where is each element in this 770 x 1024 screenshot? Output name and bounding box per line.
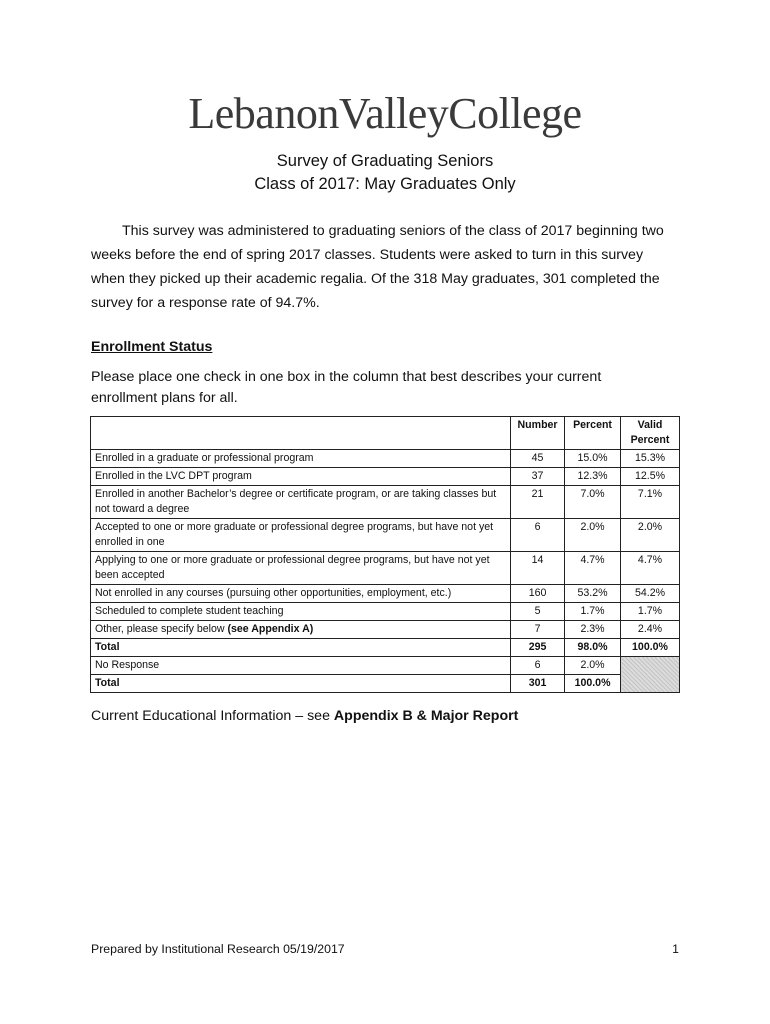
row-number: 301	[511, 675, 565, 693]
row-label: Enrolled in a graduate or professional program	[91, 450, 511, 468]
row-percent: 7.0%	[565, 486, 621, 519]
instructions-text: Please place one check in one box in the column that best describes your current enrollment plans for all.	[91, 369, 602, 406]
row-valid-percent: 12.5%	[621, 468, 680, 486]
row-percent: 2.3%	[565, 621, 621, 639]
educational-info-line	[91, 708, 518, 724]
row-percent: 4.7%	[565, 552, 621, 585]
row-label: Total	[91, 675, 511, 693]
table-subtotal-row	[91, 639, 680, 657]
row-label: No Response	[91, 657, 511, 675]
row-percent: 2.0%	[565, 657, 621, 675]
table-total-row	[91, 675, 680, 693]
row-valid-percent: 2.0%	[621, 519, 680, 552]
table-row	[91, 621, 680, 639]
table-row	[91, 468, 680, 486]
row-valid-percent: 100.0%	[621, 639, 680, 657]
table-row	[91, 585, 680, 603]
header-valid-line1: Valid	[637, 419, 663, 431]
row-percent: 15.0%	[565, 450, 621, 468]
footer-prepared-by: Prepared by Institutional Research 05/19/2017	[91, 942, 345, 956]
table-row	[91, 450, 680, 468]
row-label-prefix: Other, please specify below	[95, 623, 228, 635]
table-row	[91, 657, 680, 675]
row-number: 5	[511, 603, 565, 621]
report-title: Survey of Graduating Seniors	[276, 152, 494, 170]
row-number: 6	[511, 519, 565, 552]
row-percent: 53.2%	[565, 585, 621, 603]
row-valid-percent: 15.3%	[621, 450, 680, 468]
row-number: 14	[511, 552, 565, 585]
row-label: Total	[91, 639, 511, 657]
section-heading-enrollment: Enrollment Status	[91, 339, 213, 355]
row-label	[91, 621, 511, 639]
row-label: Not enrolled in any courses (pursuing other opportunities, employment, etc.)	[91, 585, 511, 603]
table-row	[91, 519, 680, 552]
row-valid-percent: 7.1%	[621, 486, 680, 519]
row-label: Accepted to one or more graduate or professional degree programs, but have not yet enrolled in one	[91, 519, 511, 552]
row-number: 7	[511, 621, 565, 639]
row-percent: 12.3%	[565, 468, 621, 486]
header-blank-cell	[91, 417, 511, 450]
row-number: 45	[511, 450, 565, 468]
row-number: 6	[511, 657, 565, 675]
page-footer	[91, 942, 679, 956]
row-number: 295	[511, 639, 565, 657]
college-logo: LebanonValleyCollege	[188, 89, 582, 138]
header-number: Number	[511, 417, 565, 450]
row-valid-percent: 1.7%	[621, 603, 680, 621]
educational-info-prefix: Current Educational Information – see	[91, 708, 334, 724]
row-label: Enrolled in the LVC DPT program	[91, 468, 511, 486]
row-label: Enrolled in another Bachelor’s degree or certificate program, or are taking classes but not toward a degree	[91, 486, 511, 519]
row-percent: 2.0%	[565, 519, 621, 552]
row-label: Applying to one or more graduate or professional degree programs, but have not yet been accepted	[91, 552, 511, 585]
row-valid-percent: 4.7%	[621, 552, 680, 585]
intro-paragraph: This survey was administered to graduating seniors of the class of 2017 beginning two weeks before the end of spring 2017 classes. Students were asked to turn in this survey when they picked up their academic regalia. Of the 318 May graduates, 301 completed the survey for a response rate of 94.7%.	[91, 223, 664, 311]
row-valid-percent: 54.2%	[621, 585, 680, 603]
row-percent: 1.7%	[565, 603, 621, 621]
shaded-cell	[621, 657, 680, 693]
table-row	[91, 603, 680, 621]
header-valid-line2: Percent	[630, 434, 670, 446]
enrollment-table	[90, 416, 680, 693]
row-percent: 98.0%	[565, 639, 621, 657]
row-number: 160	[511, 585, 565, 603]
table-header-row	[91, 417, 680, 450]
row-label: Scheduled to complete student teaching	[91, 603, 511, 621]
row-number: 37	[511, 468, 565, 486]
report-subtitle: Class of 2017: May Graduates Only	[254, 175, 516, 193]
header-percent: Percent	[565, 417, 621, 450]
row-number: 21	[511, 486, 565, 519]
row-percent: 100.0%	[565, 675, 621, 693]
row-valid-percent: 2.4%	[621, 621, 680, 639]
table-row	[91, 486, 680, 519]
table-row	[91, 552, 680, 585]
page-number: 1	[672, 942, 679, 956]
appendix-a-reference: (see Appendix A)	[227, 623, 314, 635]
header-valid-percent	[621, 417, 680, 450]
appendix-b-reference: Appendix B & Major Report	[333, 708, 519, 724]
